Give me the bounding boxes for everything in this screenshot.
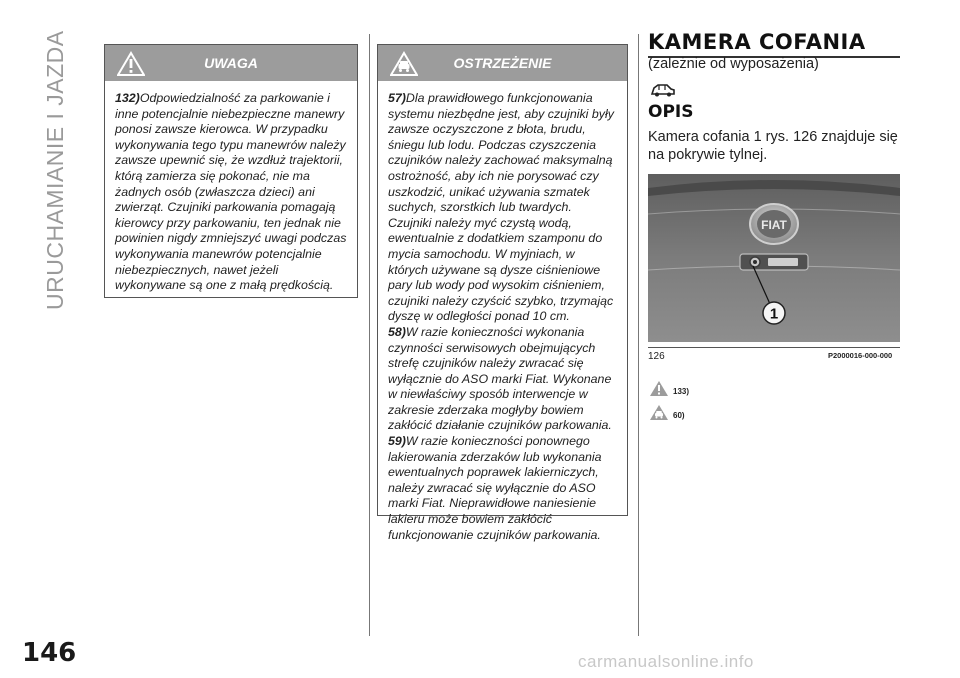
tailgate-illustration <box>648 174 900 342</box>
caution-text: W razie konieczności wykonania czynności serwisowych obejmujących strefę czujników należy zwracać się wyłącznie do ASO marki Fiat. Wykonane w niewłaściwy sposób interwencje w zakresie zderzaka mogłyby bowiem zakłócić działanie czujników parkowania. <box>388 324 612 433</box>
ref-label: 60) <box>673 410 685 420</box>
ref-label: 133) <box>673 386 690 396</box>
page-number: 146 <box>22 638 77 668</box>
figure-code: P2000016-000-000 <box>828 351 893 360</box>
watermark: carmanualsonline.info <box>578 652 754 671</box>
footnote-ref: 59) <box>388 434 406 449</box>
subsection-heading: OPIS <box>648 102 694 122</box>
warning-triangle-icon <box>117 51 145 79</box>
footnote-ref: 57) <box>388 91 406 105</box>
figure-number: 126 <box>648 351 665 362</box>
caution-header <box>378 45 627 81</box>
caution-paragraph <box>388 434 617 543</box>
warning-body <box>105 81 357 304</box>
warning-text: Odpowiedzialność za parkowanie i inne potencjalnie niebezpieczne manewry ponosi zawsze kierowca. W przypadku wykonywania tego typu manewrów należy zawsze upewnić się, że wzdłuż trajektorii, którą zamierza się pokonać, nie ma żadnych osób (zwłaszcza dzieci) ani zwierząt. Czujniki parkowania pomagają kierowcy przy parkowaniu, ten jednak nie powinien nigdy zmniejszyć uwagi podczas wykonywania manewrów potencjalnie niebezpiecznych, nawet jeżeli wykonywane są one z małą prędkością. <box>115 91 347 293</box>
column-divider-1 <box>369 34 370 636</box>
caution-paragraph <box>388 325 617 434</box>
warning-paragraph <box>115 91 347 294</box>
section-title: KAMERA COFANIA <box>648 30 900 58</box>
column-divider-2 <box>638 34 639 636</box>
ref-row-caution <box>649 404 685 426</box>
section-sidebar-title: URUCHAMIANIE I JAZDA <box>42 30 68 310</box>
body-paragraph: Kamera cofania 1 rys. 126 znajduje się na pokrywie tylnej. <box>648 129 898 163</box>
warning-box-uwaga <box>104 44 358 298</box>
footnote-ref: 132) <box>115 91 140 105</box>
car-caution-icon <box>649 404 669 426</box>
caution-title: OSTRZEŻENIE <box>453 55 552 71</box>
car-caution-icon <box>390 51 418 79</box>
caution-paragraph <box>388 91 617 325</box>
warning-triangle-icon <box>649 380 669 402</box>
footnote-ref: 58) <box>388 324 406 339</box>
caution-body <box>378 81 627 553</box>
figure-rule <box>648 347 900 348</box>
fiat-logo: FIAT <box>761 218 787 232</box>
caution-text: W razie konieczności ponownego lakierowania zderzaków lub wykonania ewentualnych poprawek lakierniczych, należy zwracać się wyłącznie do ASO marki Fiat. Nieprawidłowe naniesienie lakieru może bowiem zakłócić funkcjonowanie czujników parkowania. <box>388 434 602 542</box>
ref-row-warning <box>649 380 689 402</box>
section-subtitle: (zależnie od wyposażenia) <box>648 56 819 72</box>
car-equipment-icon <box>650 80 676 103</box>
figure-rear-camera <box>648 174 900 342</box>
caution-text: Dla prawidłowego funkcjonowania systemu niezbędne jest, aby czujniki były zawsze oczyszczone z błota, brudu, śniegu lub lodu. Podczas czyszczenia czujników należy zachować maksymalną ostrożność, aby ich nie porysować czy uszkodzić, unikać używania szmatek suchych, szorstkich lub twardych. Czujniki należy myć czystą wodą, ewentualnie z dodatkiem szamponu do mycia samochodu. W myjniach, w których używane są dysze ciśnieniowe pary lub wody pod wysokim ciśnieniem, czujniki należy czyścić szybko, trzymając dyszę w odległości ponad 10 cm. <box>388 91 614 324</box>
warning-header <box>105 45 357 81</box>
warning-title: UWAGA <box>204 55 258 71</box>
callout-number: 1 <box>769 305 779 323</box>
warning-box-ostrzezenie <box>377 44 628 542</box>
